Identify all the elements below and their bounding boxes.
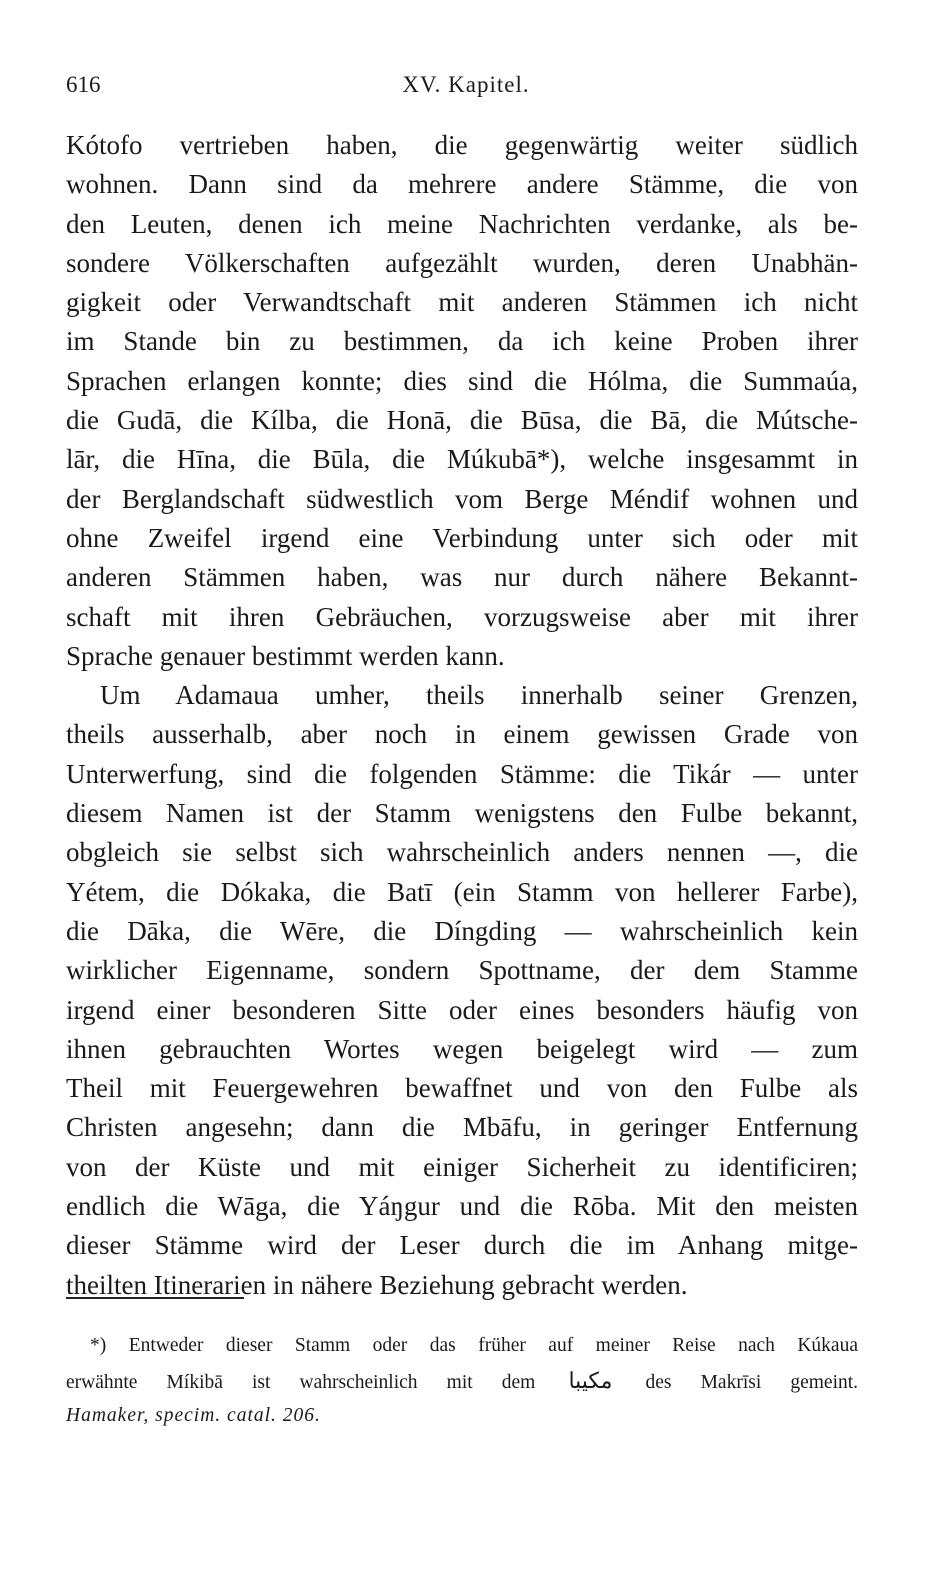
text-line: die Dāka, die Wēre, die Díngding — wahrscheinlich kein [66,915,858,946]
page-number: 616 [66,72,101,97]
text-line: der Berglandschaft südwestlich vom Berge Méndif wohnen und [66,483,858,514]
footnote-text: des Makrīsi gemeint. [645,1372,859,1393]
footnote-line [66,1363,858,1398]
arabic-word: مكيبا [568,1368,613,1393]
text-line: Christen angesehn; dann die Mbāfu, in geringer Entfernung [66,1112,858,1143]
text-line: obgleich sie selbst sich wahrscheinlich anders nennen —, die [66,837,858,868]
text-line: im Stande bin zu bestimmen, da ich keine Proben ihrer [66,326,858,357]
text-line: theils ausserhalb, aber noch in einem gewissen Grade von [66,719,858,750]
text-line: Theil mit Feuergewehren bewaffnet und von den Fulbe als [66,1073,858,1104]
text-line: Sprache genauer bestimmt werden kann. [66,640,505,671]
text-line: lār, die Hīna, die Būla, die Múkubā*), welche insgesammt in [66,444,858,475]
text-line: wohnen. Dann sind da mehrere andere Stämme, die von [66,169,858,200]
text-line: den Leuten, denen ich meine Nachrichten verdanke, als be- [66,208,858,239]
body-text [66,126,858,1305]
page-header [66,72,866,112]
text-line: endlich die Wāga, die Yáŋgur und die Rōba. Mit den meisten [66,1191,858,1222]
text-line: ihnen gebrauchten Wortes wegen beigelegt wird — zum [66,1033,858,1064]
footnote-divider [66,1297,244,1299]
text-line: schaft mit ihren Gebräuchen, vorzugsweise aber mit ihrer [66,601,858,632]
footnote-line: *) Entweder dieser Stamm oder das früher auf meiner Reise nach Kúkaua [90,1335,858,1356]
text-line: Yétem, die Dókaka, die Batī (ein Stamm von hellerer Farbe), [66,876,858,907]
text-line: anderen Stämmen haben, was nur durch nähere Bekannt- [66,562,858,593]
text-line: sondere Völkerschaften aufgezählt wurden, deren Unabhän- [66,247,858,278]
text-line: Unterwerfung, sind die folgenden Stämme: die Tikár — unter [66,758,858,789]
running-head: XV. Kapitel. [402,72,530,97]
footnote [66,1328,858,1433]
text-line: gigkeit oder Verwandtschaft mit anderen Stämmen ich nicht [66,287,858,318]
text-line: ohne Zweifel irgend eine Verbindung unter sich oder mit [66,522,858,553]
text-line: theilten Itinerarien in nähere Beziehung gebracht werden. [66,1269,688,1300]
text-line: wirklicher Eigenname, sondern Spottname, der dem Stamme [66,955,858,986]
paragraph-start-line: Um Adamaua umher, theils innerhalb seiner Grenzen, [100,680,858,711]
text-line: diesem Namen ist der Stamm wenigstens den Fulbe bekannt, [66,798,858,829]
text-line: die Gudā, die Kílba, die Honā, die Būsa, die Bā, die Mútsche- [66,405,858,436]
text-line: irgend einer besonderen Sitte oder eines besonders häufig von [66,994,858,1025]
text-line: von der Küste und mit einiger Sicherheit zu identificiren; [66,1151,858,1182]
text-line: Kótofo vertrieben haben, die gegenwärtig weiter südlich [66,130,858,160]
footnote-citation: Hamaker, specim. catal. 206. [66,1405,321,1426]
footnote-text: erwähnte Míkibā ist wahrscheinlich mit dem [66,1372,536,1393]
text-line: Sprachen erlangen konnte; dies sind die Hólma, die Summaúa, [66,365,858,396]
text-line: dieser Stämme wird der Leser durch die im Anhang mitge- [66,1230,858,1261]
